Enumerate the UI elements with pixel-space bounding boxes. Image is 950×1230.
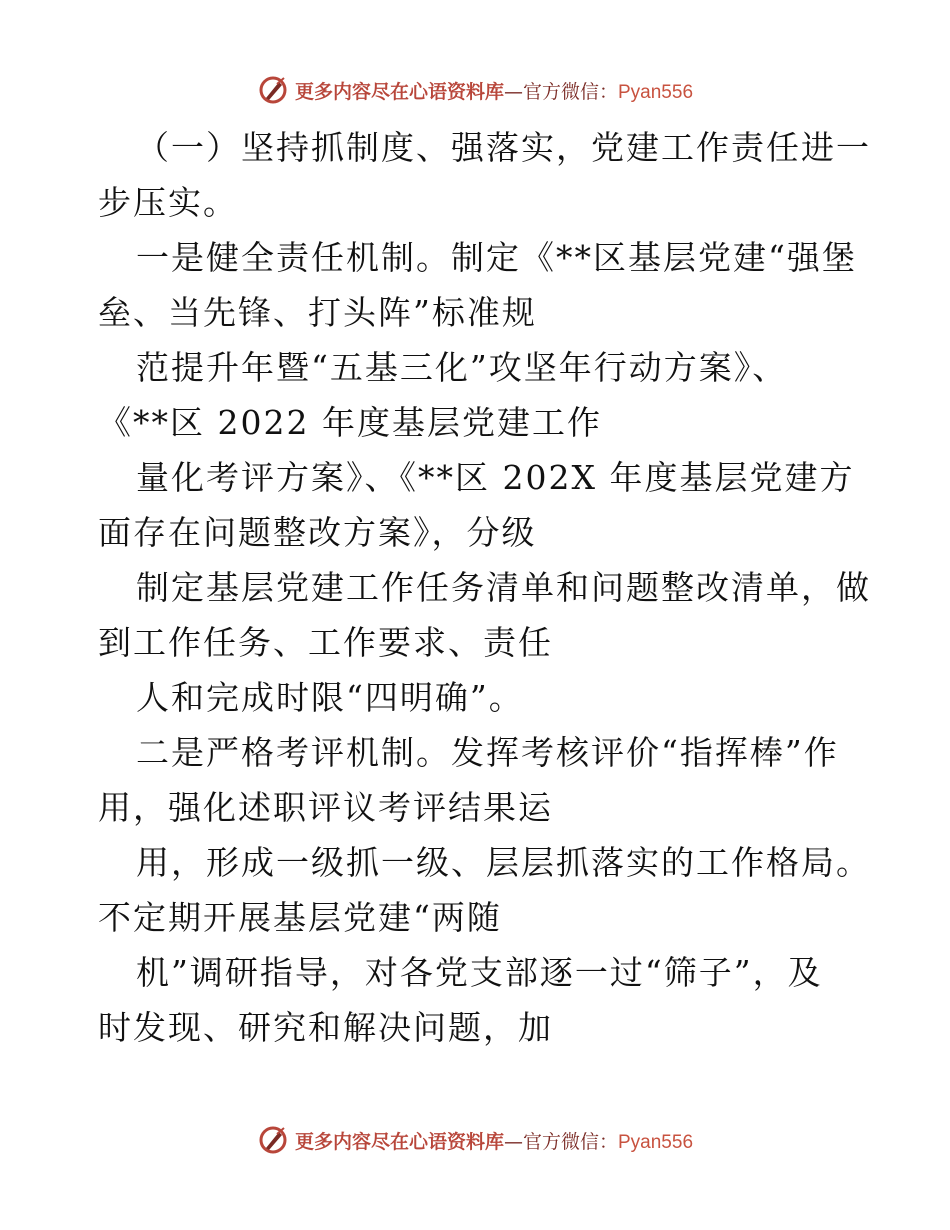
- watermark-wechat-label: 官方微信：: [522, 1130, 618, 1153]
- text-line: 用，形成一级抓一级、层层抓落实的工作格局。: [136, 843, 871, 882]
- text-line: 机”调研指导，对各党支部逐一过“筛子”，及: [136, 953, 823, 992]
- watermark-header: [0, 70, 950, 110]
- text-line: 量化考评方案》、《**区 202X 年度基层党建方: [136, 458, 855, 497]
- watermark-wechat-id: Pyan556: [618, 1131, 694, 1153]
- text-line: 《**区 2022 年度基层党建工作: [98, 403, 602, 442]
- text-line: 范提升年暨“五基三化”攻坚年行动方案》、: [136, 348, 788, 387]
- watermark-site: 更多内容尽在心语资料库: [294, 1130, 504, 1153]
- text-line: 一是健全责任机制。制定《**区基层党建“强堡: [136, 238, 857, 277]
- watermark-separator: —: [503, 80, 523, 103]
- text-line: 到工作任务、工作要求、责任: [98, 623, 553, 662]
- section-heading: （一）坚持抓制度、强落实，党建工作责任进一: [136, 128, 871, 167]
- watermark-wechat-id: Pyan556: [618, 81, 694, 103]
- watermark-text: [295, 1127, 693, 1154]
- quill-pen-circle-icon: [257, 1124, 289, 1156]
- text-line: 面存在问题整改方案》，分级: [98, 513, 537, 552]
- text-line: 制定基层党建工作任务清单和问题整改清单，做: [136, 568, 871, 607]
- text-line: 步压实。: [98, 183, 238, 222]
- text-line: 不定期开展基层党建“两随: [98, 898, 502, 937]
- text-line: 人和完成时限“四明确”。: [136, 678, 524, 717]
- quill-pen-circle-icon: [257, 74, 289, 106]
- text-line: 二是严格考评机制。发挥考核评价“指挥棒”作: [136, 733, 839, 772]
- watermark-separator: —: [503, 1130, 523, 1153]
- text-line: 时发现、研究和解决问题，加: [98, 1008, 553, 1047]
- watermark-wechat-label: 官方微信：: [522, 80, 618, 103]
- text-line: 用，强化述职评议考评结果运: [98, 788, 553, 827]
- watermark-footer: [0, 1120, 950, 1160]
- watermark-site: 更多内容尽在心语资料库: [294, 80, 504, 103]
- document-body: [98, 120, 871, 1055]
- watermark-text: [295, 77, 693, 104]
- text-line: 垒、当先锋、打头阵”标准规: [98, 293, 537, 332]
